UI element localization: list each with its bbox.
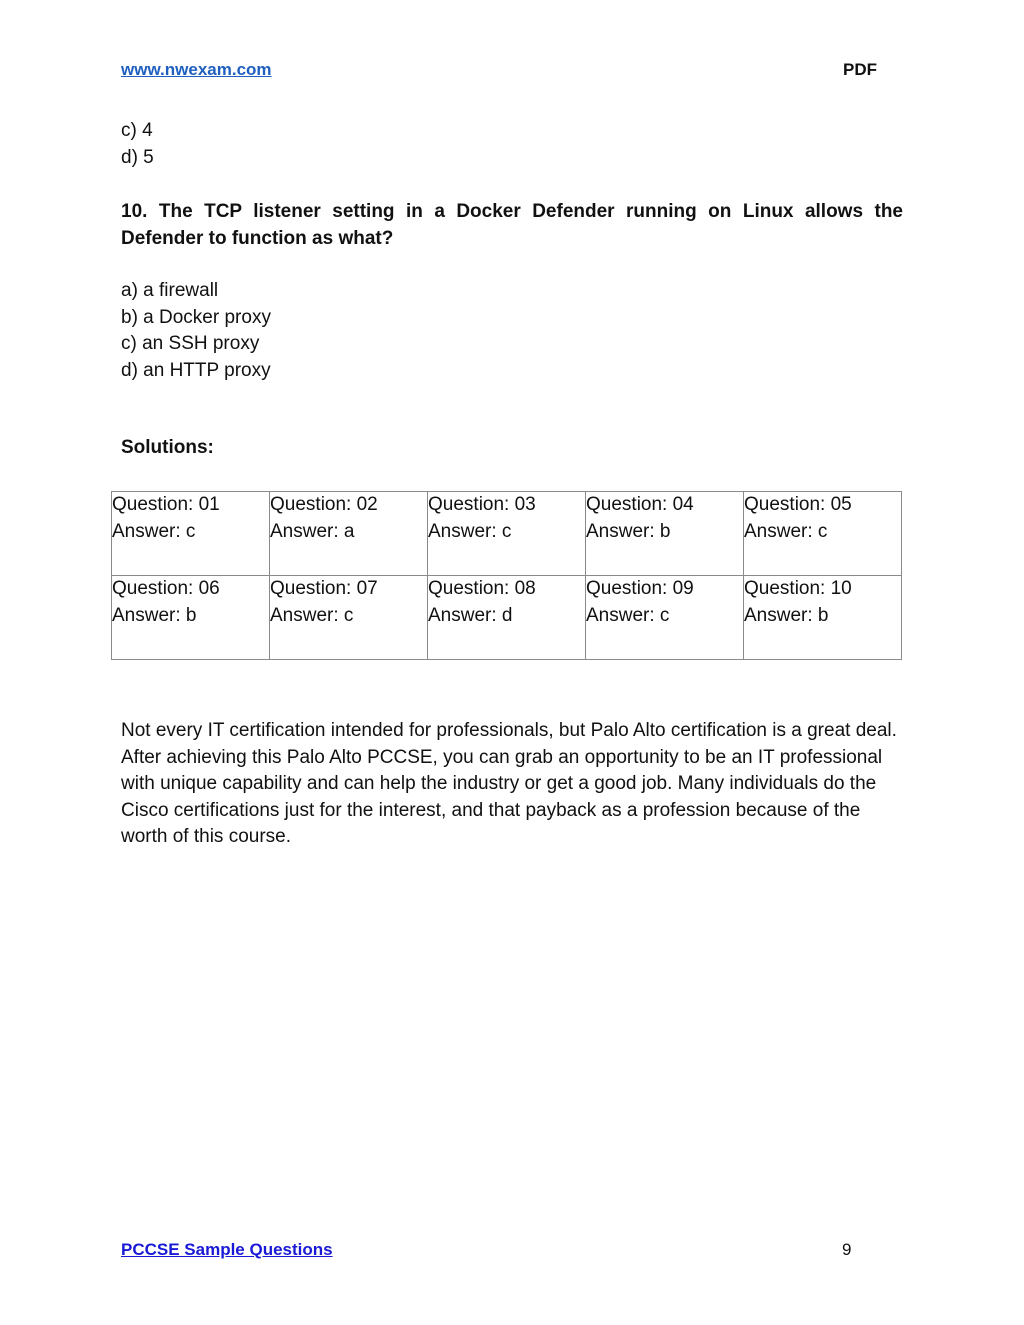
cell-question: Question: 09: [586, 578, 694, 599]
option-c: c) an SSH proxy: [121, 333, 260, 354]
header-site-link[interactable]: www.nwexam.com: [121, 60, 272, 79]
cell-answer: Answer: c: [428, 520, 512, 542]
question-10-options: [121, 278, 271, 384]
solutions-heading: Solutions:: [121, 437, 214, 458]
cell-answer: Answer: d: [428, 604, 513, 626]
cell-answer: Answer: c: [112, 520, 196, 542]
closing-paragraph: Not every IT certification intended for professionals, but Palo Alto certification is a great deal. After achieving this Palo Alto PCCSE, you can grab an opportunity to be an IT professional with unique capability and can help the industry or get a good job. Many individuals do the Cisco certifications just for the interest, and that payback as a profession because of the worth of this course.: [121, 720, 897, 847]
cell-answer: Answer: c: [744, 520, 828, 542]
table-cell: [586, 492, 744, 576]
option-c: c) 4: [121, 120, 153, 141]
table-row: [112, 492, 902, 576]
header-format-label: PDF: [843, 60, 877, 79]
table-cell: [270, 576, 428, 660]
question-10-text: 10. The TCP listener setting in a Docker Defender running on Linux allows the Defender to function as what?: [121, 201, 903, 249]
cell-answer: Answer: b: [586, 520, 671, 542]
page-number: 9: [842, 1240, 852, 1259]
table-cell: [112, 492, 270, 576]
cell-question: Question: 03: [428, 494, 536, 515]
option-b: b) a Docker proxy: [121, 306, 271, 328]
footer-title-link[interactable]: PCCSE Sample Questions: [121, 1240, 333, 1259]
cell-question: Question: 10: [744, 578, 852, 599]
cell-question: Question: 08: [428, 578, 536, 599]
cell-answer: Answer: c: [586, 604, 670, 626]
table-cell: [428, 492, 586, 576]
cell-answer: Answer: b: [744, 604, 829, 626]
table-cell: [744, 492, 902, 576]
table-cell: [586, 576, 744, 660]
table-cell: [270, 492, 428, 576]
option-d: d) 5: [121, 146, 154, 168]
cell-answer: Answer: b: [112, 604, 197, 626]
cell-question: Question: 05: [744, 494, 852, 515]
cell-question: Question: 06: [112, 578, 220, 599]
cell-question: Question: 01: [112, 494, 220, 515]
table-cell: [428, 576, 586, 660]
option-d: d) an HTTP proxy: [121, 359, 271, 381]
option-a: a) a firewall: [121, 280, 219, 301]
cell-question: Question: 02: [270, 494, 378, 515]
cell-answer: Answer: c: [270, 604, 354, 626]
table-cell: [112, 576, 270, 660]
table-cell: [744, 576, 902, 660]
previous-question-options: [121, 118, 154, 171]
table-row: [112, 576, 902, 660]
cell-question: Question: 07: [270, 578, 378, 599]
cell-answer: Answer: a: [270, 520, 355, 542]
cell-question: Question: 04: [586, 494, 694, 515]
solutions-table: [111, 491, 902, 660]
